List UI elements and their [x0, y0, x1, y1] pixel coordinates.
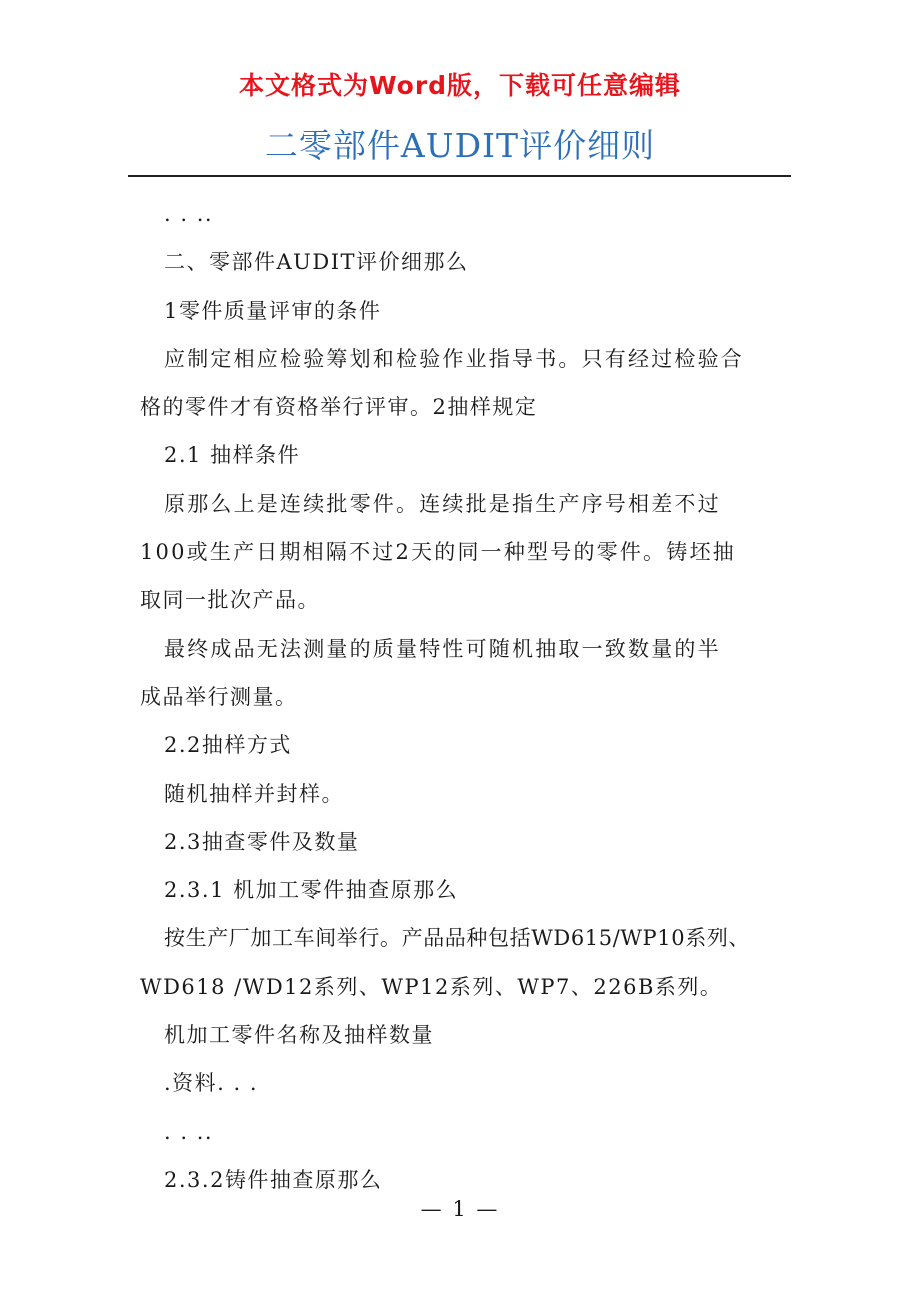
paragraph-line: 格的零件才有资格举行评审。2抽样规定 — [140, 395, 538, 420]
paragraph-line: 随机抽样并封样。 — [164, 781, 344, 806]
paragraph-line: 原那么上是连续批零件。连续批是指生产序号相差不过 — [164, 491, 721, 516]
subsection-heading: 2.2抽样方式 — [164, 733, 292, 758]
download-banner: 本文格式为Word版，下载可任意编辑 — [238, 71, 682, 100]
paragraph-line: 按生产厂加工车间举行。产品品种包括WD615/WP10系列、 — [164, 926, 751, 951]
subsection-heading: 2.1 抽样条件 — [164, 443, 301, 468]
document-body — [140, 190, 790, 1204]
ellipsis-line: . . .. — [164, 202, 214, 226]
document-title: 二零部件AUDIT评价细则 — [264, 126, 656, 165]
paragraph-line: 100或生产日期相隔不过2天的同一种型号的零件。铸坯抽 — [140, 540, 736, 565]
page-number: — 1 — — [420, 1197, 500, 1221]
subsection-heading: 1零件质量评审的条件 — [164, 298, 382, 323]
paragraph-line: 机加工零件名称及抽样数量 — [164, 1023, 434, 1048]
ellipsis-line: .资料. . . — [164, 1071, 259, 1096]
subsection-heading: 2.3.1 机加工零件抽查原那么 — [164, 878, 459, 903]
paragraph-line: 最终成品无法测量的质量特性可随机抽取一致数量的半 — [164, 636, 721, 661]
header-divider — [128, 175, 791, 177]
paragraph-line: 成品举行测量。 — [140, 684, 298, 709]
subsection-heading: 2.3抽查零件及数量 — [164, 829, 360, 854]
paragraph-line: WD618 /WD12系列、WP12系列、WP7、226B系列。 — [140, 974, 723, 999]
paragraph-line: 应制定相应检验筹划和检验作业指导书。只有经过检验合 — [164, 346, 744, 371]
section-heading: 二、零部件AUDIT评价细那么 — [164, 250, 469, 275]
paragraph-line: 取同一批次产品。 — [140, 588, 320, 613]
subsection-heading: 2.3.2铸件抽查原那么 — [164, 1167, 383, 1192]
ellipsis-line: . . .. — [164, 1119, 214, 1144]
